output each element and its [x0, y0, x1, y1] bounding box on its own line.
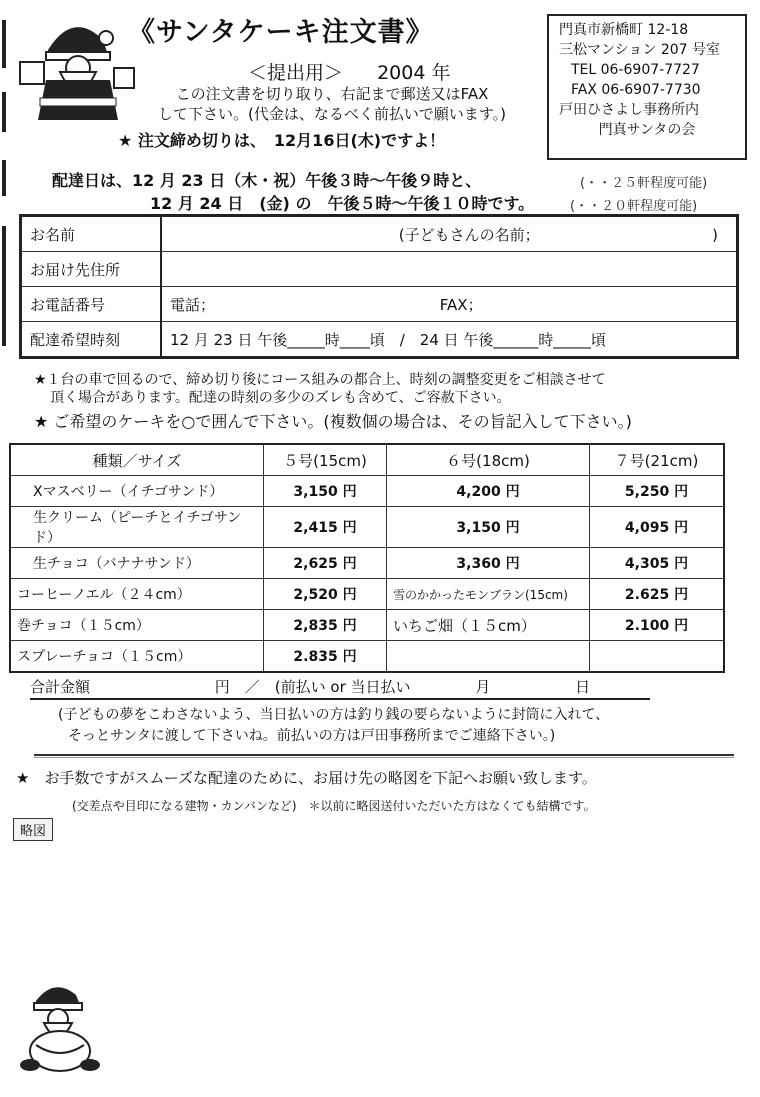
cake-name[interactable]: スプレーチョコ（１５cm） — [10, 641, 264, 673]
time-label: 配達希望時刻 — [21, 322, 162, 358]
cake-name[interactable]: いちご畑（１５cm） — [387, 610, 590, 641]
cut-mark — [2, 226, 6, 346]
payment-note-line: (子どもの夢をこわさないよう、当日払いの方は釣り銭の要らないように封筒に入れて、 — [58, 707, 610, 723]
payment-choice: 円 ／ (前払い or 当日払い — [214, 678, 411, 696]
delivery-capacity: (・・２５軒程度可能) — [580, 176, 708, 191]
name-field[interactable] — [161, 216, 738, 252]
form-row-phone — [21, 287, 738, 322]
total-label: 合計金額 — [30, 678, 91, 696]
map-request: ★ お手数ですがスムーズな配達のために、お届け先の略図を下記へお願い致します。 — [16, 769, 597, 787]
cake-name[interactable]: 雪のかかったモンブラン(15cm) — [387, 579, 590, 610]
price-cell[interactable]: 4,305 円 — [590, 548, 725, 579]
column-header: ６号(18cm) — [387, 444, 590, 476]
cake-name[interactable]: 生チョコ（バナナサンド） — [10, 548, 264, 579]
table-row — [10, 641, 724, 673]
map-drawing-area[interactable] — [10, 842, 750, 1072]
cake-name[interactable]: コーヒーノエル（２４cm） — [10, 579, 264, 610]
page-title: 《サンタケーキ注文書》 — [128, 17, 434, 48]
year: 2004 年 — [377, 62, 451, 84]
form-row-name — [21, 216, 738, 252]
cake-name[interactable]: 巻チョコ（１５cm） — [10, 610, 264, 641]
table-row — [10, 476, 724, 507]
cut-mark — [2, 160, 6, 196]
column-header: ５号(15cm) — [264, 444, 387, 476]
name-label: お名前 — [21, 216, 162, 252]
name-hint: (子どもさんの名前； ) — [398, 225, 718, 244]
form-row-address — [21, 252, 738, 287]
address-label: お届け先住所 — [21, 252, 162, 287]
payment-note-line: そっとサンタに渡して下さいね。前払いの方は戸田事務所までご連絡下さい。) — [68, 728, 556, 744]
schedule-note: ★１台の車で回るので、締め切り後にコース組みの都合上、時刻の調整変更をご相談させて — [34, 372, 606, 388]
price-cell[interactable]: 3,150 円 — [387, 507, 590, 548]
total-amount-line[interactable] — [30, 676, 650, 700]
price-cell[interactable]: 2.625 円 — [590, 579, 725, 610]
address-field[interactable] — [161, 252, 738, 287]
tel-number: TEL 06-6907-7727 — [571, 62, 700, 78]
cut-mark — [2, 20, 6, 68]
divider — [34, 757, 734, 758]
table-header-row — [10, 444, 724, 476]
payment-note — [58, 705, 609, 747]
subtitle — [248, 58, 450, 85]
cake-name[interactable]: Xマスベリー（イチゴサンド） — [10, 476, 264, 507]
address-box — [547, 14, 747, 160]
price-cell[interactable]: 4,200 円 — [387, 476, 590, 507]
fax-text: FAX； — [439, 295, 483, 314]
time-field[interactable] — [161, 322, 738, 358]
address-line: 門真市新橋町 12-18 — [559, 22, 689, 38]
delivery-day-1 — [52, 168, 481, 191]
phone-field[interactable] — [161, 287, 738, 322]
cake-instruction: ★ ご希望のケーキを○で囲んで下さい。(複数個の場合は、その旨記入して下さい。) — [34, 412, 632, 431]
month-label: 月 — [475, 678, 491, 696]
submission-label: ＜提出用＞ — [248, 62, 344, 84]
phone-text: 電話； — [170, 295, 216, 314]
delivery-day-2 — [150, 191, 534, 214]
santa-with-sack-illustration — [14, 975, 106, 1075]
table-row — [10, 548, 724, 579]
price-cell[interactable]: 3,360 円 — [387, 548, 590, 579]
price-cell[interactable]: 2,520 円 — [264, 579, 387, 610]
price-cell[interactable]: 2.835 円 — [264, 641, 387, 673]
divider — [34, 754, 734, 756]
intro-text — [122, 84, 542, 124]
map-note: (交差点や目印になる建物・カンバンなど) ＊以前に略図送付いただいた方はなくても結構です。 — [72, 799, 596, 813]
price-cell[interactable]: 5,250 円 — [590, 476, 725, 507]
price-cell[interactable]: 2,835 円 — [264, 610, 387, 641]
table-row — [10, 579, 724, 610]
phone-label: お電話番号 — [21, 287, 162, 322]
delivery-line: 12 月 24 日 (金) の 午後５時～午後１０時です。 — [150, 194, 535, 213]
deadline-notice: ★ 注文締め切りは、 12月16日(木)ですよ！ — [118, 131, 446, 150]
empty-cell — [590, 641, 725, 673]
intro-line: して下さい。(代金は、なるべく前払いで願います。) — [157, 105, 506, 123]
office-name: 戸田ひさよし事務所内 — [559, 102, 699, 118]
fax-number: FAX 06-6907-7730 — [571, 82, 701, 98]
empty-cell — [387, 641, 590, 673]
santa-illustration — [18, 10, 138, 128]
price-cell[interactable]: 2,625 円 — [264, 548, 387, 579]
cake-table — [9, 443, 725, 673]
price-cell[interactable]: 2,415 円 — [264, 507, 387, 548]
organization-name: 門真サンタの会 — [598, 122, 696, 138]
price-cell[interactable]: 2.100 円 — [590, 610, 725, 641]
order-form — [19, 214, 739, 359]
delivery-line: 配達日は、12 月 23 日（木・祝）午後３時～午後９時と、 — [52, 171, 482, 190]
price-cell[interactable]: 4,095 円 — [590, 507, 725, 548]
table-row — [10, 507, 724, 548]
intro-line: この注文書を切り取り、右記まで郵送又はFAX — [175, 85, 489, 103]
address-line: 三松マンション 207 号室 — [559, 42, 720, 58]
map-label: 略図 — [13, 818, 53, 841]
column-header: ７号(21cm) — [590, 444, 725, 476]
delivery-capacity: (・・２０軒程度可能) — [570, 199, 698, 214]
schedule-note: 頂く場合があります。配達の時刻の多少のズレも含めて、ご容赦下さい。 — [50, 390, 511, 406]
day-label: 日 — [575, 678, 591, 696]
form-row-time — [21, 322, 738, 358]
cake-name[interactable]: 生クリーム（ピーチとイチゴサンド） — [10, 507, 264, 548]
time-text: 12 月 23 日 午後_____時____頃 / 24 日 午後______時_____頃 — [170, 330, 606, 349]
price-cell[interactable]: 3,150 円 — [264, 476, 387, 507]
cut-mark — [2, 92, 6, 132]
column-header: 種類／サイズ — [10, 444, 264, 476]
table-row — [10, 610, 724, 641]
